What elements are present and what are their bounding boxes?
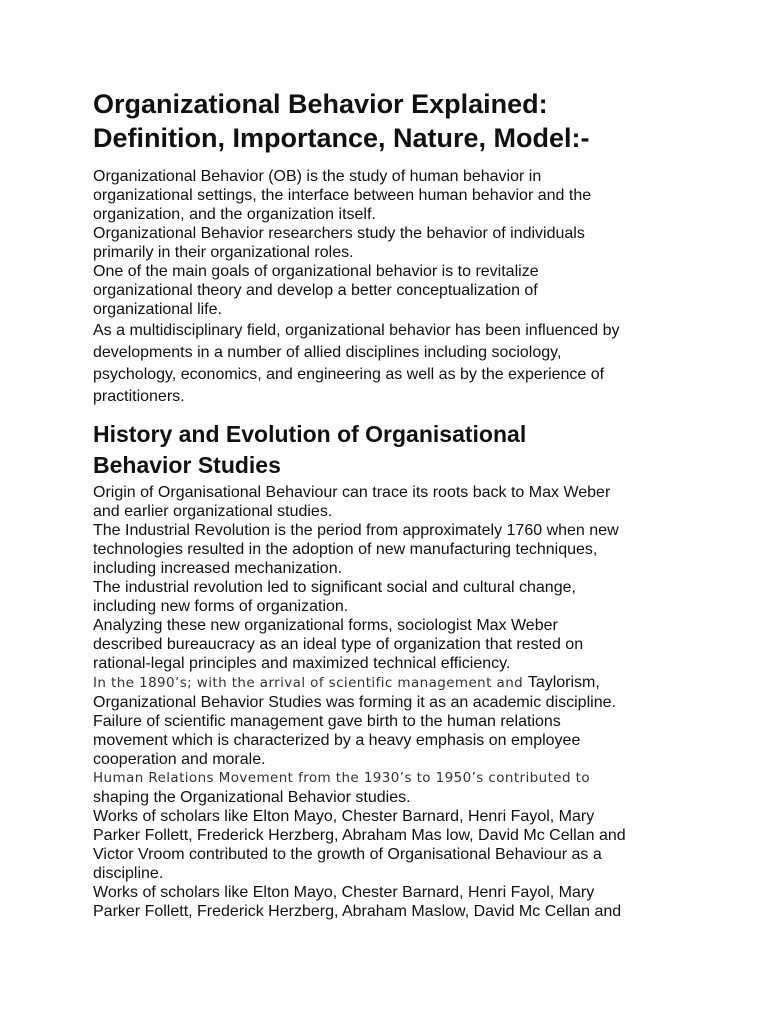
history-line: The industrial revolution led to significant social and cultural change, xyxy=(93,579,576,596)
history-line: including new forms of organization. xyxy=(93,598,349,615)
page-title-line: Definition, Importance, Nature, Model:- xyxy=(93,123,590,153)
history-line: The Industrial Revolution is the period from approximately 1760 when new xyxy=(93,522,619,539)
intro-line: organizational theory and develop a better conceptualization of xyxy=(93,282,538,299)
intro-line: primarily in their organizational roles. xyxy=(93,244,354,261)
history-heading xyxy=(93,419,713,481)
history-line: discipline. xyxy=(93,865,164,882)
history-line: movement which is characterized by a heavy emphasis on employee xyxy=(93,732,581,749)
history-line: Parker Follett, Frederick Herzberg, Abraham Mas low, David Mc Cellan and xyxy=(93,827,626,844)
history-line: described bureaucracy as an ideal type of organization that rested on xyxy=(93,636,584,653)
history-line: Victor Vroom contributed to the growth of Organisational Behaviour as a xyxy=(93,846,602,863)
history-heading-line: History and Evolution of Organisational xyxy=(93,421,527,447)
history-line: Origin of Organisational Behaviour can trace its roots back to Max Weber xyxy=(93,484,611,501)
history-line: Works of scholars like Elton Mayo, Chester Barnard, Henri Fayol, Mary xyxy=(93,808,595,825)
history-line-mixed xyxy=(93,673,713,693)
intro-paragraph-multidisciplinary xyxy=(93,320,713,408)
page-title xyxy=(93,87,713,155)
history-line: Failure of scientific management gave birth to the human relations xyxy=(93,713,561,730)
history-line-light: Human Relations Movement from the 1930’s to 1950’s contributed to xyxy=(93,770,590,786)
history-line: Analyzing these new organizational forms, sociologist Max Weber xyxy=(93,617,558,634)
intro-line: psychology, economics, and engineering as well as by the experience of xyxy=(93,366,605,383)
history-heading-line: Behavior Studies xyxy=(93,452,281,478)
page-title-line: Organizational Behavior Explained: xyxy=(93,89,548,119)
intro-line: Organizational Behavior (OB) is the study of human behavior in xyxy=(93,168,542,185)
intro-line: developments in a number of allied disciplines including sociology, xyxy=(93,344,562,361)
intro-line: organizational settings, the interface between human behavior and the xyxy=(93,187,592,204)
intro-line: Organizational Behavior researchers study the behavior of individuals xyxy=(93,225,585,242)
history-line: including increased mechanization. xyxy=(93,560,343,577)
history-line: Organizational Behavior Studies was forming it as an academic discipline. xyxy=(93,694,616,711)
intro-line: organization, and the organization itself. xyxy=(93,206,376,223)
history-line: Parker Follett, Frederick Herzberg, Abraham Maslow, David Mc Cellan and xyxy=(93,903,622,920)
history-line: shaping the Organizational Behavior studies. xyxy=(93,789,411,806)
history-line: technologies resulted in the adoption of new manufacturing techniques, xyxy=(93,541,598,558)
history-line: cooperation and morale. xyxy=(93,751,266,768)
intro-paragraph xyxy=(93,167,713,319)
intro-line: As a multidisciplinary field, organizational behavior has been influenced by xyxy=(93,322,620,339)
history-line: rational-legal principles and maximized technical efficiency. xyxy=(93,655,511,672)
history-paragraph xyxy=(93,483,713,921)
intro-line: practitioners. xyxy=(93,388,185,405)
intro-line: One of the main goals of organizational behavior is to revitalize xyxy=(93,263,539,280)
history-line: Works of scholars like Elton Mayo, Chester Barnard, Henri Fayol, Mary xyxy=(93,884,595,901)
history-line-text: Taylorism, xyxy=(527,674,600,691)
intro-line: organizational life. xyxy=(93,301,222,318)
history-line-light-text: In the 1890’s; with the arrival of scientific management and xyxy=(93,675,528,691)
history-line: and earlier organizational studies. xyxy=(93,503,333,520)
